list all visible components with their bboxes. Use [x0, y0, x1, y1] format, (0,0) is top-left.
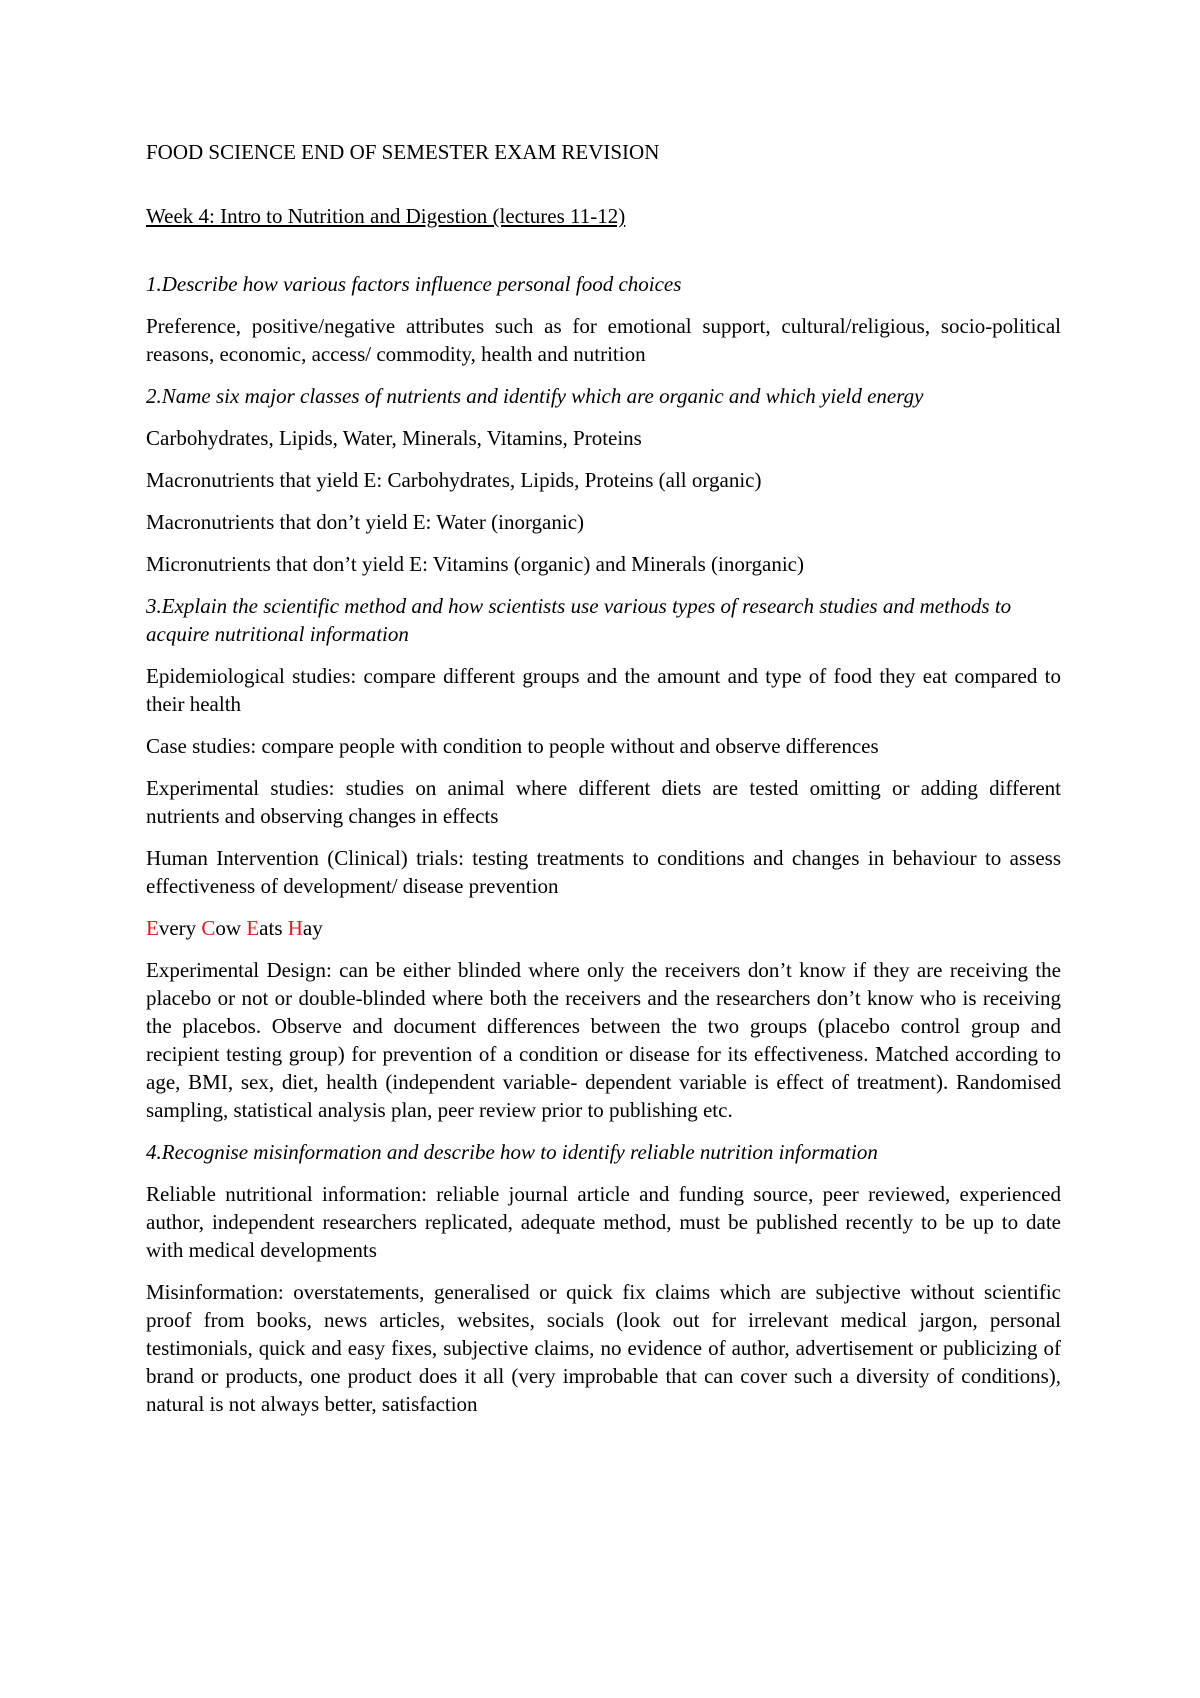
question-3: 3.Explain the scientific method and how scientists use various types of research studies and methods to acquire nutritional information [146, 594, 1012, 646]
mnemonic-rest: ay [302, 916, 323, 940]
mnemonic-rest: very [158, 916, 197, 940]
answer-paragraph: Reliable nutritional information: reliable journal article and funding source, peer reviewed, experienced author, independent researchers replicated, adequate method, must be published recently to be up to date with medical developments [146, 1182, 1061, 1262]
answer-paragraph: Experimental Design: can be either blinded where only the receivers don’t know if they are receiving the placebo or not or double-blinded where both the receivers and the researchers don’t know who is receiving the placebos. Observe and document differences between the two groups (placebo control group and recipient testing group) for prevention of a condition or disease for its effectiveness. Matched according to age, BMI, sex, diet, health (independent variable- dependent variable is effect of treatment). Randomised sampling, statistical analysis plan, peer review prior to publishing etc. [146, 958, 1061, 1122]
answer-paragraph: Case studies: compare people with condition to people without and observe differences [146, 734, 879, 758]
mnemonic-cap: H [287, 916, 303, 940]
answer-paragraph: Preference, positive/negative attributes such as for emotional support, cultural/religious, socio-political reasons, economic, access/ commodity, health and nutrition [146, 314, 1061, 366]
answer-paragraph: Carbohydrates, Lipids, Water, Minerals, Vitamins, Proteins [146, 426, 642, 450]
document-page [146, 138, 1061, 1418]
answer-paragraph: Experimental studies: studies on animal where different diets are tested omitting or adding different nutrients and observing changes in effects [146, 776, 1061, 828]
question-1: 1.Describe how various factors influence personal food choices [146, 272, 682, 296]
answer-paragraph: Epidemiological studies: compare different groups and the amount and type of food they eat compared to their health [146, 664, 1061, 716]
answer-paragraph: Macronutrients that don’t yield E: Water (inorganic) [146, 510, 585, 534]
answer-paragraph: Macronutrients that yield E: Carbohydrates, Lipids, Proteins (all organic) [146, 468, 762, 492]
mnemonic-cap: E [246, 916, 260, 940]
week-heading: Week 4: Intro to Nutrition and Digestion (lectures 11-12) [146, 204, 626, 228]
mnemonic-rest: ats [259, 916, 283, 940]
question-4: 4.Recognise misinformation and describe how to identify reliable nutrition information [146, 1140, 878, 1164]
mnemonic-rest: ow [215, 916, 242, 940]
mnemonic-cap: C [201, 916, 216, 940]
mnemonic-line [146, 914, 1061, 942]
mnemonic-cap: E [146, 916, 159, 940]
answer-paragraph: Micronutrients that don’t yield E: Vitamins (organic) and Minerals (inorganic) [146, 552, 804, 576]
answer-paragraph: Misinformation: overstatements, generalised or quick fix claims which are subjective without scientific proof from books, news articles, websites, socials (look out for irrelevant medical jargon, personal testimonials, quick and easy fixes, subjective claims, no evidence of author, advertisement or publicizing of brand or products, one product does it all (very improbable that can cover such a diversity of conditions), natural is not always better, satisfaction [146, 1280, 1061, 1416]
question-2: 2.Name six major classes of nutrients and identify which are organic and which yield energy [146, 384, 924, 408]
answer-paragraph: Human Intervention (Clinical) trials: testing treatments to conditions and changes in behaviour to assess effectiveness of development/ disease prevention [146, 846, 1061, 898]
document-title: FOOD SCIENCE END OF SEMESTER EXAM REVISION [146, 140, 660, 164]
